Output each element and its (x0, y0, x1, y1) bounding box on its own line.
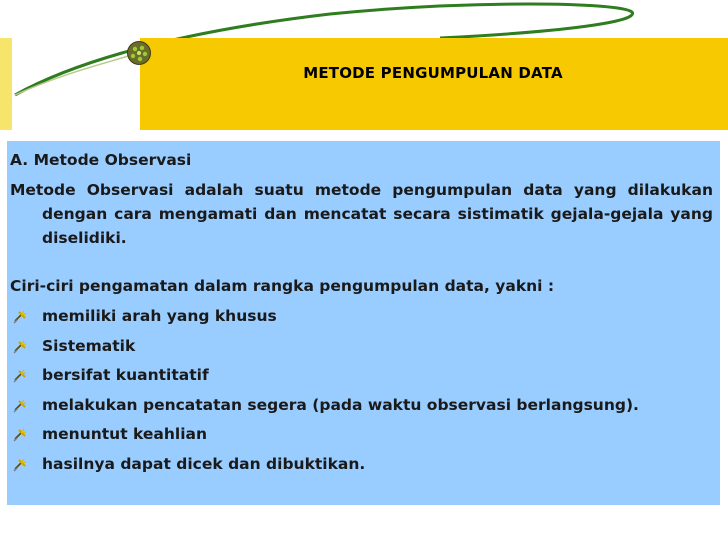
section-heading: A. Metode Observasi (10, 151, 192, 169)
content (10, 148, 713, 479)
lightbulb-bullet-icon (12, 457, 28, 473)
list-item (10, 450, 713, 480)
lightbulb-bullet-icon (12, 398, 28, 414)
left-accent-bar (0, 38, 12, 130)
page-title: METODE PENGUMPULAN DATA (303, 64, 563, 82)
list-item (10, 332, 713, 362)
title-bar (140, 38, 728, 130)
lightbulb-bullet-icon (12, 368, 28, 384)
ornament-ball-icon (126, 40, 152, 66)
characteristics-list (10, 302, 713, 479)
list-intro: Ciri-ciri pengamatan dalam rangka pengumpulan data, yakni : (10, 277, 555, 295)
list-item-text: bersifat kuantitatif (42, 366, 209, 384)
list-item-text: menuntut keahlian (42, 425, 208, 443)
lightbulb-bullet-icon (12, 427, 28, 443)
list-item-text: hasilnya dapat dicek dan dibuktikan. (42, 454, 366, 473)
list-item (10, 361, 713, 391)
lightbulb-bullet-icon (12, 309, 28, 325)
definition-paragraph: Metode Observasi adalah suatu metode pengumpulan data yang dilakukan dengan cara mengamati dan mencatat secara sistimatik gejala-gejala yang diselidiki. (10, 181, 713, 247)
list-item-text: Sistematik (42, 336, 136, 355)
list-item-text: melakukan pencatatan segera (pada waktu observasi berlangsung). (42, 395, 639, 414)
list-item-text: memiliki arah yang khusus (42, 307, 277, 325)
swoosh-line-thin (15, 52, 140, 95)
lightbulb-bullet-icon (12, 339, 28, 355)
list-item (10, 302, 713, 332)
list-item (10, 420, 713, 450)
list-item (10, 391, 713, 421)
